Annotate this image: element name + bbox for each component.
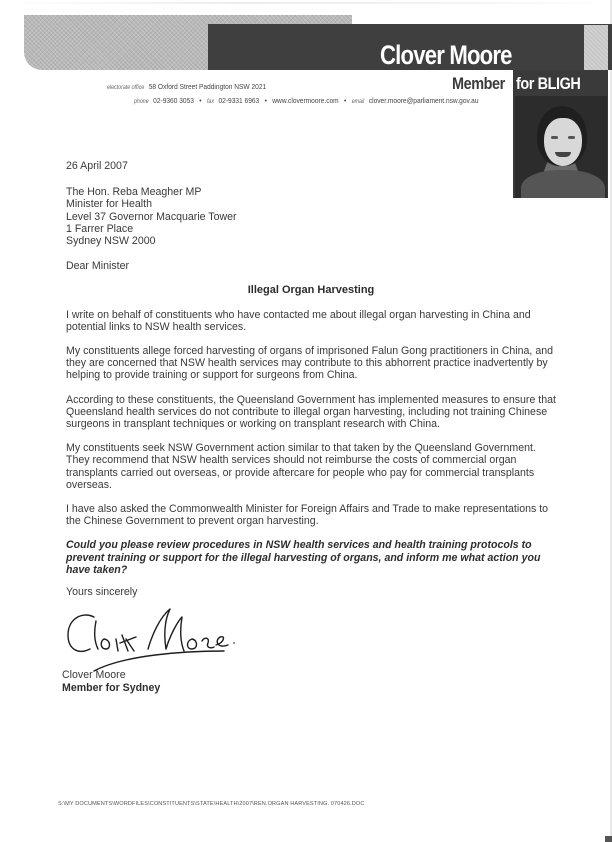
body-paragraph: I write on behalf of constituents who have contacted me about illegal organ harvesting in China and potential links to NSW health services. — [66, 308, 531, 333]
portrait-face — [544, 118, 582, 166]
body-paragraph: According to these constituents, the Queensland Government has implemented measures to ensure that Queensland health services do not contribute to illegal organ harvesting, including not training Chinese surgeons in transplant techniques or working on transplant research with China. — [66, 393, 556, 431]
website-link[interactable]: www.clovermoore.com — [272, 96, 339, 105]
portrait-mouth — [555, 152, 571, 157]
portrait-eye — [551, 136, 558, 139]
portrait-eye — [568, 136, 575, 139]
body-paragraph: My constituents allege forced harvesting of organs of imprisoned Falun Gong practitioners in China, and they are concerned that NSW health services may contribute to this abhorrent practice inadvertently by helping to provide training or support for surgeons from China. — [66, 345, 553, 382]
signer-name: Clover Moore — [62, 669, 126, 681]
request-paragraph: Could you please review procedures in NSW health services and health training protocols to prevent training or support for the illegal harvesting of organs, and inform me what action you have taken? — [66, 539, 541, 576]
body-paragraph: My constituents seek NSW Government action similar to that taken by the Queensland Government. They recommend that NSW health services should not reimburse the costs of commercial organ transplants carried out overseas, or provide aftercare for people who pay for commercial transplants overseas. — [66, 442, 536, 491]
recipient-line: Sydney NSW 2000 — [66, 235, 156, 248]
office-label: electorate office — [107, 85, 145, 91]
separator: • — [264, 96, 267, 105]
email-label: email — [351, 99, 365, 105]
separator: • — [199, 96, 202, 105]
email-link[interactable]: clover.moore@parliament.nsw.gov.au — [368, 96, 479, 105]
letter-date: 26 April 2007 — [66, 160, 128, 172]
separator: • — [344, 96, 347, 105]
letter-body — [66, 160, 556, 598]
recipient-line: Minister for Health — [66, 198, 152, 211]
office-address: 58 Oxford Street Paddington NSW 2021 — [148, 82, 267, 91]
member-label: Member — [452, 74, 505, 93]
recipient-line: Level 37 Governor Macquarie Tower — [66, 210, 237, 223]
signer-title: Member for Sydney — [62, 682, 161, 694]
phone-label: phone — [134, 99, 149, 105]
letter-subject: Illegal Organ Harvesting — [247, 284, 375, 297]
document-file-path: S:\MY DOCUMENTS\WORDFILES\CONSTITUENTS\STATE\HEALTH\2007\REN.ORGAN HARVESTING. 070426.DOC — [58, 801, 365, 807]
phone-number: 02-9360 3053 — [153, 96, 194, 105]
recipient-line: The Hon. Reba Meagher MP — [66, 186, 202, 199]
office-address-line — [107, 82, 266, 91]
electorate-label: for BLIGH — [516, 74, 581, 93]
recipient-address — [66, 186, 556, 247]
salutation: Dear Minister — [66, 260, 129, 273]
letterhead-name: Clover Moore — [380, 40, 512, 70]
fax-number: 02-9331 6963 — [218, 96, 260, 105]
scan-corner-mark — [605, 836, 612, 842]
recipient-line: 1 Farrer Place — [66, 222, 134, 235]
body-paragraph: I have also asked the Commonwealth Minister for Foreign Affairs and Trade to make representations to the Chinese Government to prevent organ harvesting. — [66, 503, 549, 528]
scan-artifact-line — [0, 2, 612, 4]
closing: Yours sincerely — [66, 586, 138, 599]
contact-line — [134, 96, 478, 105]
fax-label: fax — [206, 99, 215, 105]
